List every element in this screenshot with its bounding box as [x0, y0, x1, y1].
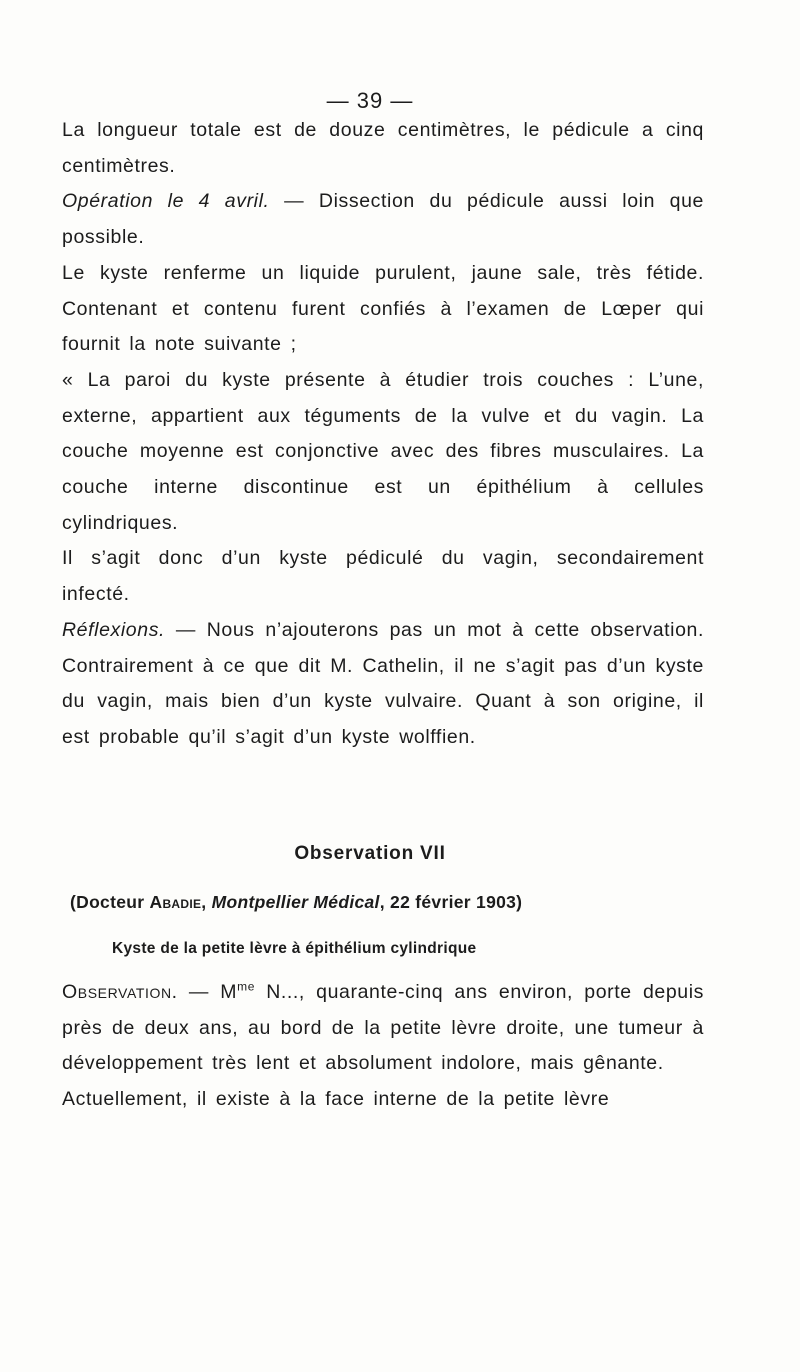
operation-text: — Dissection du pédicule aussi loin que possible. [62, 190, 704, 249]
observation-sup: me [237, 979, 255, 994]
observation-text-b: N..., quarante-cinq ans environ, porte depuis près de deux ans, au bord de la petite lèvre droite, une tumeur à développement très lent et absolument indolore, mais gênante. [62, 981, 705, 1075]
reflexions-text: — Nous n’ajouterons pas un mot à cette observation. Contrairement à ce que dit M. Cathelin, il ne s’agit pas d’un kyste du vagin, mais bien d’un kyste vulvaire. Quant à son origine, il est probable qu’il s’agit d’un kyste wolffien. [62, 618, 704, 748]
observation-text-a: — M [177, 981, 238, 1003]
paragraph-actuellement: Actuellement, il existe à la face interne de la petite lèvre [62, 1088, 610, 1111]
page-number: — 39 — [326, 88, 414, 113]
source-journal: Montpellier Médical [211, 892, 380, 912]
observation-title: Observation VII [294, 843, 446, 864]
observation-source [70, 892, 710, 913]
paragraph-conclusion: Il s’agit donc d’un kyste pédiculé du vagin, secondairement infecté. [62, 547, 704, 606]
source-author: Abadie [149, 892, 202, 912]
body-text-bottom [62, 975, 704, 1118]
paragraph-reflexions [62, 613, 704, 756]
observation-lead: Observation. [62, 981, 178, 1003]
paragraph-cyst-wall: « La paroi du kyste présente à étudier trois couches : L’une, externe, appartient aux téguments de la vulve et du vagin. La couche moyenne est conjonctive avec des fibres musculaires. La couche interne discontinue est un épithélium à cellules cylindriques. [62, 368, 704, 534]
source-date: , 22 février 1903) [379, 892, 523, 912]
paragraph-length: La longueur totale est de douze centimètres, le pédicule a cinq centimètres. [62, 119, 704, 177]
reflexions-lead: Réflexions. [62, 618, 166, 641]
observation-subtitle: Kyste de la petite lèvre à épithélium cylindrique [112, 940, 477, 957]
body-text-top [62, 113, 704, 756]
paragraph-operation [62, 184, 704, 255]
paragraph-cyst-content: Le kyste renferme un liquide purulent, jaune sale, très fétide. Contenant et contenu furent confiés à l’examen de Lœper qui fournit la note suivante ; [62, 261, 704, 356]
paragraph-observation [62, 975, 704, 1082]
source-open: (Docteur [70, 892, 150, 912]
operation-lead: Opération le 4 avril. [62, 190, 270, 213]
source-sep: , [201, 892, 212, 912]
